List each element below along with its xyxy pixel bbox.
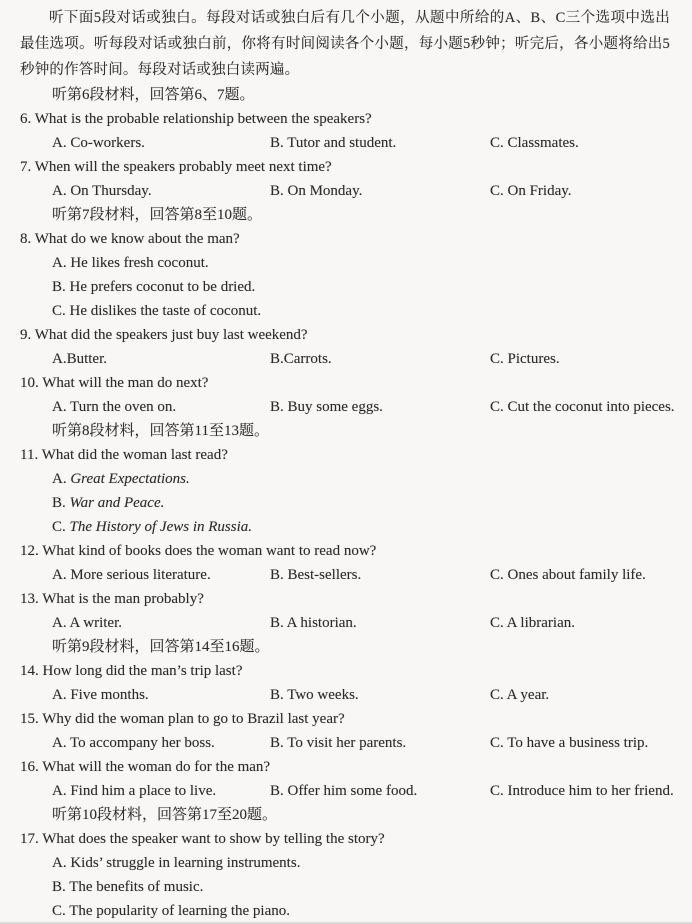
option-label: B. On Monday.	[270, 183, 363, 199]
option-a	[52, 779, 270, 803]
option-line	[52, 251, 670, 275]
question-11	[20, 443, 670, 467]
option-label: C. He dislikes the taste of coconut.	[52, 303, 262, 319]
option-b	[270, 395, 490, 419]
options-row	[52, 179, 670, 203]
option-label: A. He likes fresh coconut.	[52, 255, 209, 271]
section-instruction: 听第7段材料，回答第8至10题。	[52, 207, 263, 223]
option-label: B. He prefers coconut to be dried.	[52, 279, 256, 295]
options-row	[52, 779, 674, 803]
option-b	[52, 495, 164, 511]
option-line	[52, 899, 670, 923]
question-text: What is the man probably?	[42, 591, 204, 607]
option-label: C. Pictures.	[490, 351, 560, 367]
option-b	[270, 563, 490, 587]
option-label: C. On Friday.	[490, 183, 572, 199]
question-number: 11.	[20, 447, 39, 463]
option-line	[52, 467, 670, 491]
option-c	[490, 611, 670, 635]
option-b	[270, 179, 490, 203]
option-b	[270, 731, 490, 755]
question-8	[20, 227, 670, 251]
question-17	[20, 827, 670, 851]
option-label: C. Ones about family life.	[490, 567, 646, 583]
option-b	[270, 611, 490, 635]
question-9	[20, 323, 670, 347]
options-row	[52, 731, 670, 755]
option-b	[52, 279, 255, 295]
question-text: What kind of books does the woman want to read now?	[42, 543, 377, 559]
option-line	[52, 851, 670, 875]
option-label: B. Tutor and student.	[270, 135, 397, 151]
question-number: 7.	[20, 159, 32, 175]
question-number: 14.	[20, 663, 39, 679]
question-text: What did the speakers just buy last weekend?	[34, 327, 308, 343]
section-instruction: 听第9段材料，回答第14至16题。	[52, 639, 270, 655]
question-text: What will the man do next?	[42, 375, 209, 391]
option-b	[270, 779, 490, 803]
option-label: B. A historian.	[270, 615, 357, 631]
book-title: War and Peace.	[69, 495, 165, 511]
option-line	[52, 491, 670, 515]
option-c	[490, 179, 670, 203]
question-number: 8.	[20, 231, 32, 247]
question-12	[20, 539, 670, 563]
question-10	[20, 371, 670, 395]
question-number: 15.	[20, 711, 39, 727]
question-text: How long did the man’s trip last?	[42, 663, 243, 679]
option-b	[52, 879, 203, 895]
option-label: C. Cut the coconut into pieces.	[490, 399, 675, 415]
question-text: What will the woman do for the man?	[42, 759, 271, 775]
question-15	[20, 707, 670, 731]
question-13	[20, 587, 670, 611]
option-c	[490, 131, 670, 155]
option-label: B. Best-sellers.	[270, 567, 362, 583]
question-text: What is the probable relationship between the speakers?	[34, 111, 372, 127]
options-row	[52, 563, 670, 587]
option-c	[52, 303, 261, 319]
option-label: B. Two weeks.	[270, 687, 359, 703]
option-label: A. More serious literature.	[52, 567, 211, 583]
question-list	[20, 83, 675, 923]
option-label: B.	[52, 495, 70, 511]
question-number: 16.	[20, 759, 39, 775]
option-c	[490, 779, 674, 803]
question-number: 10.	[20, 375, 39, 391]
option-label: A. Turn the oven on.	[52, 399, 177, 415]
question-16	[20, 755, 670, 779]
question-number: 13.	[20, 591, 39, 607]
option-b	[270, 683, 490, 707]
option-a	[52, 179, 270, 203]
option-c	[490, 731, 670, 755]
options-row	[52, 683, 670, 707]
option-label: B. Offer him some food.	[270, 783, 418, 799]
option-label: A. A writer.	[52, 615, 122, 631]
question-number: 12.	[20, 543, 39, 559]
options-row	[52, 395, 675, 419]
section-instruction: 听第10段材料，回答第17至20题。	[52, 807, 278, 823]
option-label: C. A librarian.	[490, 615, 575, 631]
option-line	[52, 515, 670, 539]
question-text: Why did the woman plan to go to Brazil last year?	[42, 711, 345, 727]
option-label: C.	[52, 519, 70, 535]
option-label: C. Introduce him to her friend.	[490, 783, 674, 799]
option-c	[52, 519, 252, 535]
option-label: B. The benefits of music.	[52, 879, 204, 895]
question-14	[20, 659, 670, 683]
option-c	[490, 347, 670, 371]
option-label: C. A year.	[490, 687, 550, 703]
option-label: C. The popularity of learning the piano.	[52, 903, 291, 919]
option-c	[490, 683, 670, 707]
option-label: B.Carrots.	[270, 351, 332, 367]
question-number: 9.	[20, 327, 32, 343]
book-title: Great Expectations.	[70, 471, 190, 487]
section-instruction: 听第6段材料，回答第6、7题。	[52, 87, 255, 103]
options-row	[52, 611, 670, 635]
option-label: A. To accompany her boss.	[52, 735, 215, 751]
option-b	[270, 131, 490, 155]
option-line	[52, 299, 670, 323]
option-a	[52, 855, 300, 871]
option-line	[52, 875, 670, 899]
option-label: A. On Thursday.	[52, 183, 152, 199]
option-c	[52, 903, 290, 919]
question-text: What does the speaker want to show by telling the story?	[42, 831, 385, 847]
option-a	[52, 255, 209, 271]
option-b	[270, 347, 490, 371]
option-c	[490, 563, 670, 587]
question-6	[20, 107, 670, 131]
question-number: 17.	[20, 831, 39, 847]
option-a	[52, 347, 270, 371]
option-label: A.	[52, 471, 71, 487]
options-row	[52, 347, 670, 371]
option-a	[52, 395, 270, 419]
option-label: C. Classmates.	[490, 135, 579, 151]
question-text: What do we know about the man?	[34, 231, 240, 247]
question-text: What did the woman last read?	[41, 447, 228, 463]
section-instruction: 听第8段材料，回答第11至13题。	[52, 423, 269, 439]
option-c	[490, 395, 675, 419]
option-a	[52, 731, 270, 755]
option-label: A.Butter.	[52, 351, 107, 367]
option-label: A. Co-workers.	[52, 135, 145, 151]
option-a	[52, 563, 270, 587]
option-a	[52, 611, 270, 635]
book-title: The History of Jews in Russia.	[69, 519, 253, 535]
option-label: A. Find him a place to live.	[52, 783, 217, 799]
option-a	[52, 131, 270, 155]
options-row	[52, 131, 670, 155]
question-7	[20, 155, 670, 179]
option-label: B. To visit her parents.	[270, 735, 407, 751]
option-label: A. Kids’ struggle in learning instruments.	[52, 855, 301, 871]
option-a	[52, 471, 190, 487]
option-label: A. Five months.	[52, 687, 149, 703]
question-number: 6.	[20, 111, 32, 127]
option-a	[52, 683, 270, 707]
option-line	[52, 275, 670, 299]
question-text: When will the speakers probably meet next time?	[34, 159, 332, 175]
listening-instructions: 听下面5段对话或独白。每段对话或独白后有几个小题，从题中所给的A、B、C三个选项中选出最佳选项。听每段对话或独白前，你将有时间阅读各个小题，每小题5秒钟；听完后，各小题将给出5秒钟的作答时间。每段对话或独白读两遍。	[20, 10, 670, 78]
option-label: C. To have a business trip.	[490, 735, 649, 751]
option-label: B. Buy some eggs.	[270, 399, 383, 415]
